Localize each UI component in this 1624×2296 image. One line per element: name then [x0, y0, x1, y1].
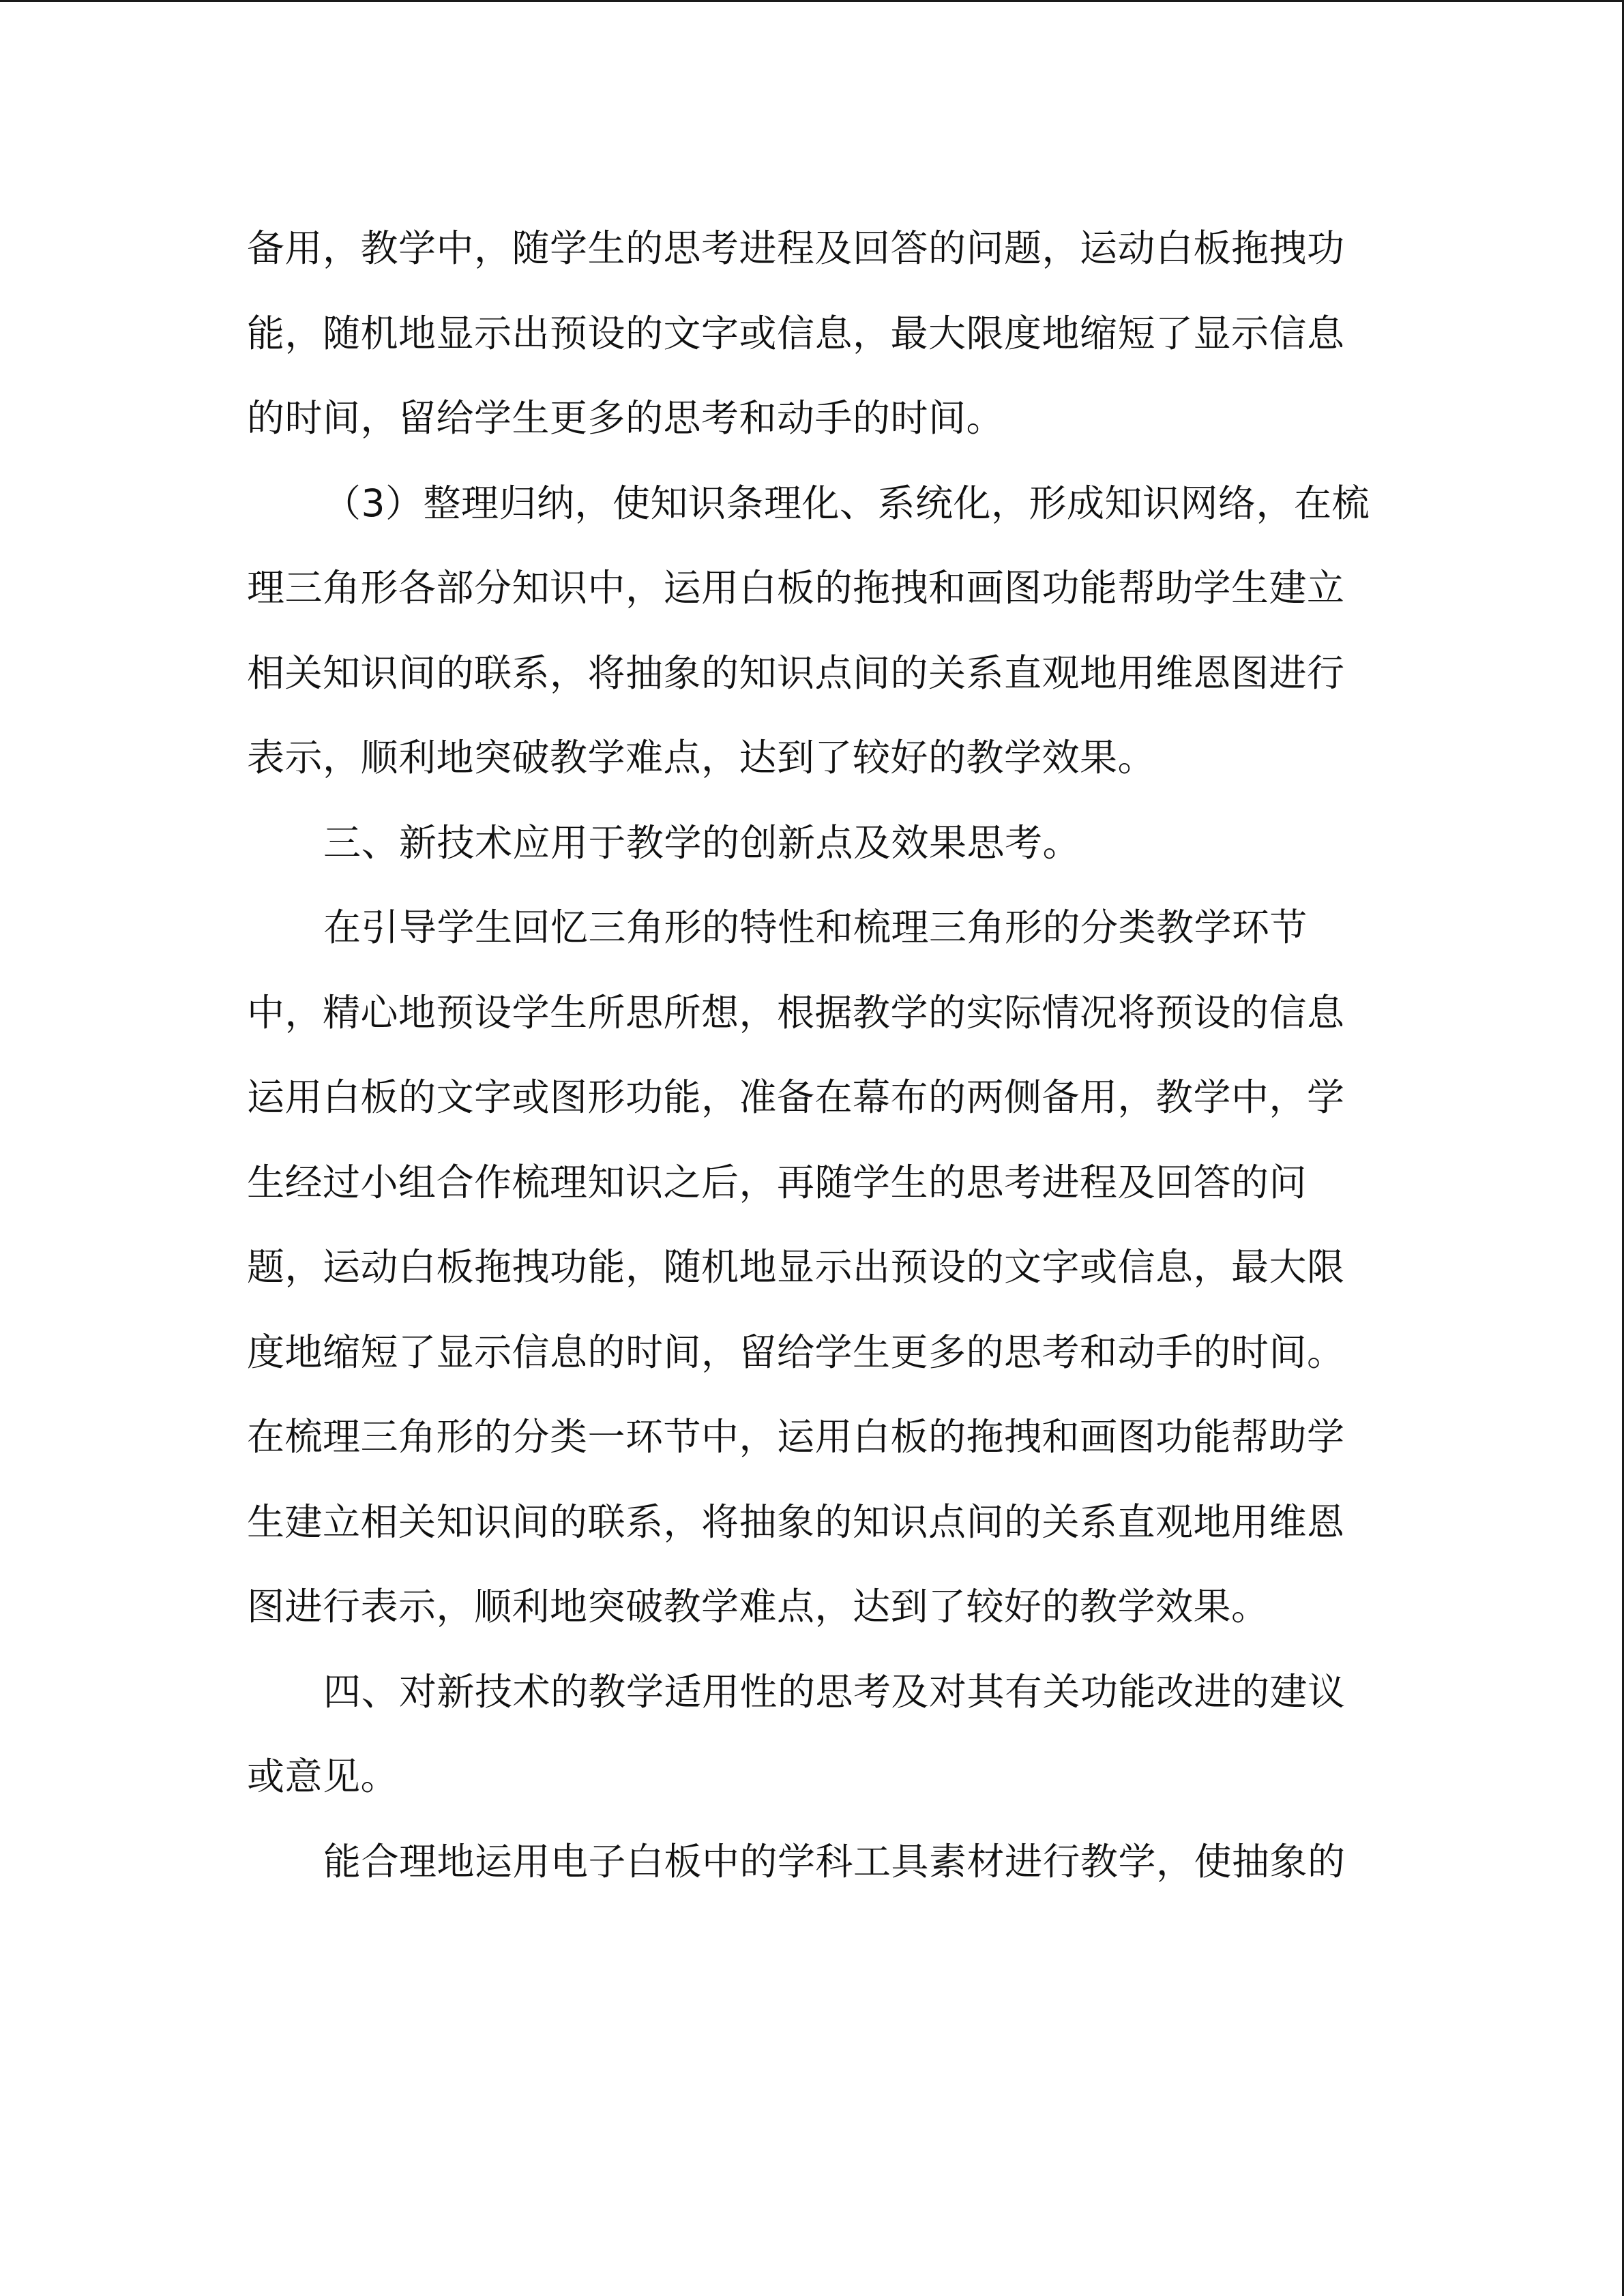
page-top-border — [0, 0, 1624, 2]
text-line: 的时间，留给学生更多的思考和动手的时间。 — [247, 396, 1005, 440]
paragraph-innovation — [247, 885, 1365, 1650]
text-line: 相关知识间的联系，将抽象的知识点间的关系直观地用维恩图进行 — [247, 651, 1345, 695]
text-line: 图进行表示，顺利地突破教学难点，达到了较好的教学效果。 — [247, 1585, 1269, 1628]
paragraph-organize-summary — [247, 461, 1370, 801]
text-line: 生建立相关知识间的联系，将抽象的知识点间的关系直观地用维恩 — [247, 1500, 1345, 1544]
text-line: 能，随机地显示出预设的文字或信息，最大限度地缩短了显示信息 — [247, 311, 1345, 355]
text-line: 理三角形各部分知识中，运用白板的拖拽和画图功能帮助学生建立 — [247, 566, 1345, 610]
section-heading-continued: 或意见。 — [247, 1755, 399, 1798]
text-line: 题，运动白板拖拽功能，随机地显示出预设的文字或信息，最大限 — [247, 1245, 1345, 1289]
text-line: 在引导学生回忆三角形的特性和梳理三角形的分类教学环节 — [323, 906, 1308, 949]
text-line: 生经过小组合作梳理知识之后，再随学生的思考进程及回答的问 — [247, 1160, 1308, 1204]
text-line: 表示，顺利地突破教学难点，达到了较好的教学效果。 — [247, 736, 1156, 779]
text-line: （3）整理归纳，使知识条理化、系统化，形成知识网络，在梳 — [323, 481, 1370, 525]
text-line: 中，精心地预设学生所思所想，根据教学的实际情况将预设的信息 — [247, 990, 1345, 1034]
section-heading-innovation — [247, 801, 1365, 886]
document-body — [247, 206, 1370, 1904]
text-line: 度地缩短了显示信息的时间，留给学生更多的思考和动手的时间。 — [247, 1330, 1345, 1374]
section-heading: 四、对新技术的教学适用性的思考及对其有关功能改进的建议 — [323, 1669, 1346, 1714]
text-line: 备用，教学中，随学生的思考进程及回答的问题，运动白板拖拽功 — [247, 226, 1345, 270]
text-line: 能合理地运用电子白板中的学科工具素材进行教学，使抽象的 — [323, 1839, 1346, 1883]
section-heading-suggestions — [247, 1650, 1365, 1819]
paragraph-suggestions — [247, 1819, 1365, 1905]
paragraph-continuation — [247, 206, 1365, 461]
text-line: 运用白板的文字或图形功能，准备在幕布的两侧备用，教学中，学 — [247, 1075, 1345, 1119]
section-heading: 三、新技术应用于教学的创新点及效果思考。 — [323, 820, 1081, 865]
text-line: 在梳理三角形的分类一环节中，运用白板的拖拽和画图功能帮助学 — [247, 1415, 1345, 1459]
